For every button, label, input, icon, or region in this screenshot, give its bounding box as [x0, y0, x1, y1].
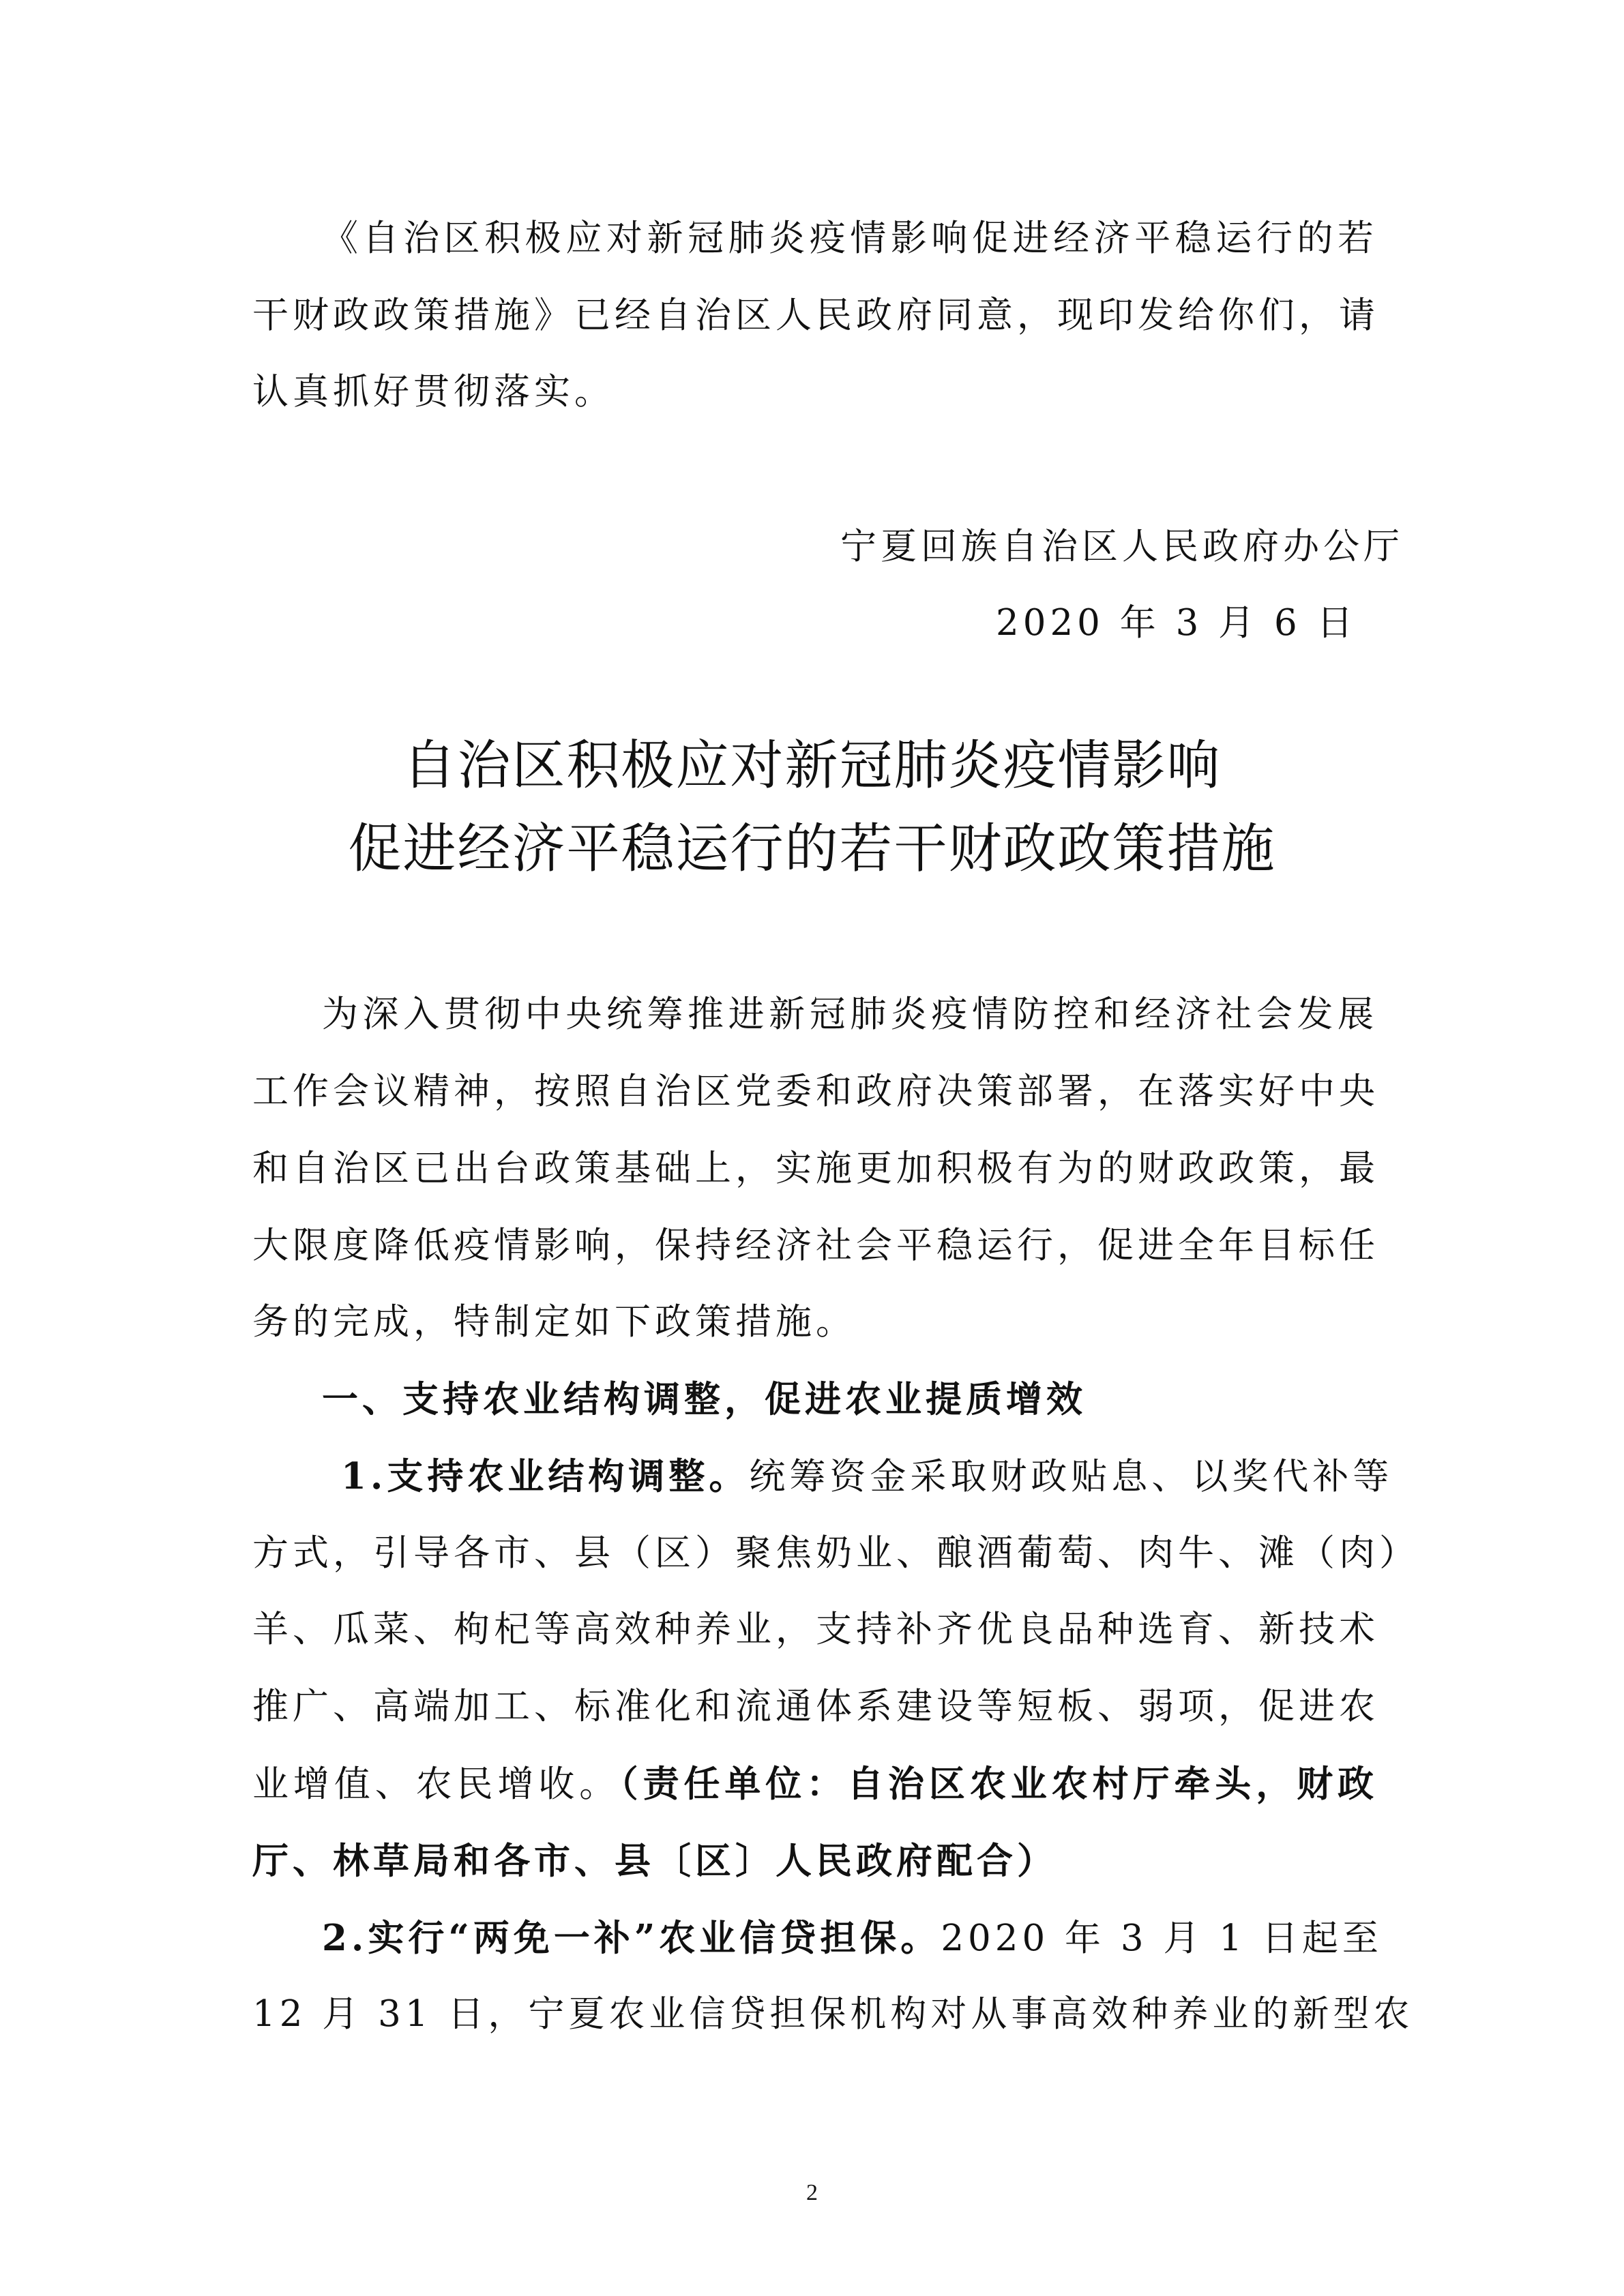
item-2-line-1-text: 2020 年 3 月 1 日起至 — [941, 1918, 1383, 1959]
item-1-line-5-text: 业增值、农民增收。 — [252, 1763, 621, 1805]
item-2-line-1 — [322, 1916, 1383, 1960]
document-title-line-1: 自治区积极应对新冠肺炎疫情影响 — [402, 735, 1222, 796]
intro-line-5: 务的完成，特制定如下政策措施。 — [252, 1301, 856, 1343]
item-2-title: 2.实行“两免一补”农业信贷担保。 — [322, 1917, 941, 1959]
document-title-line-2: 促进经济平稳运行的若干财政政策措施 — [348, 818, 1276, 880]
intro-line-3: 和自治区已出台政策基础上，实施更加积极有为的财政政策，最 — [252, 1148, 1379, 1189]
item-1-line-4: 推广、高端加工、标准化和流通体系建设等短板、弱项，促进农 — [252, 1686, 1379, 1727]
signature-date: 2020 年 3 月 6 日 — [996, 602, 1357, 644]
page-number: 2 — [806, 2180, 818, 2205]
item-1-line-1 — [341, 1455, 1393, 1499]
item-2-line-2: 12 月 31 日，宁夏农业信贷担保机构对从事高效种养业的新型农 — [252, 1993, 1414, 2035]
item-1-line-3: 羊、瓜菜、枸杞等高效种养业，支持补齐优良品种选育、新技术 — [252, 1609, 1379, 1650]
notice-line-1: 《自治区积极应对新冠肺炎疫情影响促进经济平稳运行的若 — [322, 218, 1378, 259]
notice-line-3: 认真抓好贯彻落实。 — [252, 371, 615, 413]
item-1-line-2: 方式，引导各市、县（区）聚焦奶业、酿酒葡萄、肉牛、滩（肉） — [252, 1532, 1419, 1574]
intro-line-2: 工作会议精神，按照自治区党委和政府决策部署，在落实好中央 — [252, 1071, 1379, 1112]
item-1-title: 1.支持农业结构调整。 — [341, 1455, 750, 1497]
signature-org: 宁夏回族自治区人民政府办公厅 — [840, 526, 1404, 567]
item-1-responsibility: （责任单位：自治区农业农村厅牵头，财政 — [620, 1763, 1378, 1805]
intro-line-1: 为深入贯彻中央统筹推进新冠肺炎疫情防控和经济社会发展 — [322, 994, 1378, 1035]
notice-line-2: 干财政政策措施》已经自治区人民政府同意，现印发给你们，请 — [252, 295, 1379, 336]
item-1-line-6: 厅、林草局和各市、县〔区〕人民政府配合） — [252, 1840, 1057, 1882]
item-1-line-5 — [252, 1762, 1378, 1806]
section-1-heading: 一、支持农业结构调整，促进农业提质增效 — [322, 1378, 1087, 1420]
item-1-line-1-text: 统筹资金采取财政贴息、以奖代补等 — [749, 1456, 1393, 1497]
intro-line-4: 大限度降低疫情影响，保持经济社会平稳运行，促进全年目标任 — [252, 1225, 1379, 1266]
